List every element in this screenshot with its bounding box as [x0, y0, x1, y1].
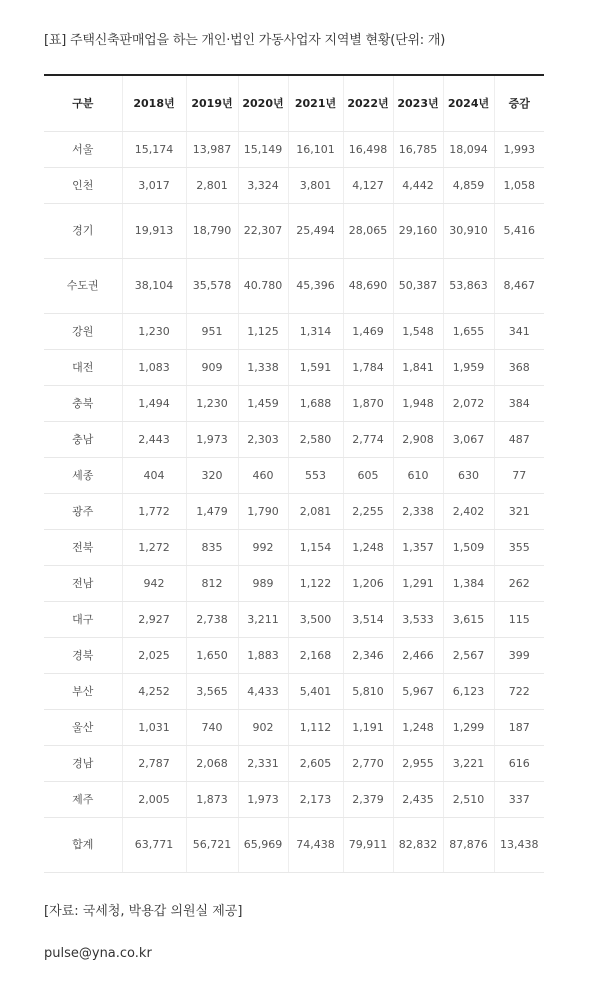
header-2018: 2018년 — [122, 76, 186, 132]
table-cell: 2,255 — [343, 494, 393, 530]
table-cell: 1,112 — [288, 710, 343, 746]
table-cell: 1,973 — [186, 422, 238, 458]
table-cell: 835 — [186, 530, 238, 566]
table-cell: 2,955 — [393, 746, 443, 782]
table-cell: 65,969 — [238, 818, 288, 873]
table-cell: 909 — [186, 350, 238, 386]
table-cell: 1,883 — [238, 638, 288, 674]
table-cell: 3,565 — [186, 674, 238, 710]
table-cell: 2,908 — [393, 422, 443, 458]
table-header-row — [44, 76, 544, 132]
table-row — [44, 168, 544, 204]
table-cell: 2,379 — [343, 782, 393, 818]
row-region-label: 부산 — [44, 674, 122, 710]
header-2022: 2022년 — [343, 76, 393, 132]
table-cell: 1,841 — [393, 350, 443, 386]
table-cell: 262 — [494, 566, 544, 602]
table-cell: 1,784 — [343, 350, 393, 386]
table-cell: 1,058 — [494, 168, 544, 204]
table-row — [44, 602, 544, 638]
table-cell: 2,303 — [238, 422, 288, 458]
table-cell: 2,168 — [288, 638, 343, 674]
table-cell: 1,973 — [238, 782, 288, 818]
table-cell: 2,346 — [343, 638, 393, 674]
table-cell: 22,307 — [238, 204, 288, 259]
table-cell: 337 — [494, 782, 544, 818]
table-cell: 4,127 — [343, 168, 393, 204]
header-2019: 2019년 — [186, 76, 238, 132]
table-row — [44, 566, 544, 602]
table-cell: 63,771 — [122, 818, 186, 873]
table-cell: 1,993 — [494, 132, 544, 168]
table-cell: 13,438 — [494, 818, 544, 873]
table-cell: 5,967 — [393, 674, 443, 710]
table-cell: 74,438 — [288, 818, 343, 873]
table-cell: 1,548 — [393, 314, 443, 350]
table-cell: 2,801 — [186, 168, 238, 204]
table-cell: 355 — [494, 530, 544, 566]
table-cell: 16,101 — [288, 132, 343, 168]
table-row — [44, 422, 544, 458]
table-cell: 18,094 — [443, 132, 494, 168]
table-row — [44, 638, 544, 674]
table-cell: 3,211 — [238, 602, 288, 638]
table-cell: 989 — [238, 566, 288, 602]
table-cell: 2,927 — [122, 602, 186, 638]
table-cell: 4,442 — [393, 168, 443, 204]
table-cell: 1,459 — [238, 386, 288, 422]
table-cell: 2,435 — [393, 782, 443, 818]
table-row — [44, 710, 544, 746]
table-cell: 5,416 — [494, 204, 544, 259]
table-cell: 1,083 — [122, 350, 186, 386]
table-row — [44, 314, 544, 350]
row-region-label: 전북 — [44, 530, 122, 566]
table-row — [44, 530, 544, 566]
table-cell: 38,104 — [122, 259, 186, 314]
row-region-label: 경북 — [44, 638, 122, 674]
table-cell: 2,338 — [393, 494, 443, 530]
table-cell: 3,221 — [443, 746, 494, 782]
table-cell: 2,567 — [443, 638, 494, 674]
header-2020: 2020년 — [238, 76, 288, 132]
table-cell: 2,605 — [288, 746, 343, 782]
table-cell: 1,248 — [393, 710, 443, 746]
table-cell: 553 — [288, 458, 343, 494]
table-cell: 15,174 — [122, 132, 186, 168]
table-cell: 1,248 — [343, 530, 393, 566]
table-cell: 487 — [494, 422, 544, 458]
table-row — [44, 132, 544, 168]
header-change: 증감 — [494, 76, 544, 132]
table-cell: 1,870 — [343, 386, 393, 422]
table-cell: 404 — [122, 458, 186, 494]
table-cell: 2,331 — [238, 746, 288, 782]
row-region-label: 경남 — [44, 746, 122, 782]
table-cell: 1,772 — [122, 494, 186, 530]
table-cell: 1,357 — [393, 530, 443, 566]
table-cell: 1,688 — [288, 386, 343, 422]
table-cell: 5,401 — [288, 674, 343, 710]
row-region-label: 합계 — [44, 818, 122, 873]
table-cell: 1,031 — [122, 710, 186, 746]
row-region-label: 충북 — [44, 386, 122, 422]
table-cell: 79,911 — [343, 818, 393, 873]
table-cell: 2,443 — [122, 422, 186, 458]
row-region-label: 울산 — [44, 710, 122, 746]
table-row — [44, 458, 544, 494]
data-table — [44, 76, 544, 873]
table-cell: 5,810 — [343, 674, 393, 710]
table-cell: 45,396 — [288, 259, 343, 314]
table-cell: 384 — [494, 386, 544, 422]
table-cell: 56,721 — [186, 818, 238, 873]
table-cell: 1,591 — [288, 350, 343, 386]
source-note: [자료: 국세청, 박용갑 의원실 제공] — [44, 904, 243, 919]
table-cell: 2,787 — [122, 746, 186, 782]
table-cell: 2,770 — [343, 746, 393, 782]
table-cell: 115 — [494, 602, 544, 638]
table-cell: 1,655 — [443, 314, 494, 350]
table-cell: 2,173 — [288, 782, 343, 818]
table-cell: 4,859 — [443, 168, 494, 204]
table-cell: 19,913 — [122, 204, 186, 259]
row-region-label: 대구 — [44, 602, 122, 638]
header-2023: 2023년 — [393, 76, 443, 132]
table-cell: 2,774 — [343, 422, 393, 458]
reporter-email: pulse@yna.co.kr — [44, 946, 152, 961]
table-cell: 3,500 — [288, 602, 343, 638]
table-cell: 1,948 — [393, 386, 443, 422]
table-cell: 2,072 — [443, 386, 494, 422]
table-cell: 4,252 — [122, 674, 186, 710]
table-cell: 29,160 — [393, 204, 443, 259]
table-cell: 1,873 — [186, 782, 238, 818]
table-cell: 740 — [186, 710, 238, 746]
table-row — [44, 494, 544, 530]
table-cell: 1,314 — [288, 314, 343, 350]
table-cell: 8,467 — [494, 259, 544, 314]
table-cell: 40.780 — [238, 259, 288, 314]
table-cell: 87,876 — [443, 818, 494, 873]
table-cell: 812 — [186, 566, 238, 602]
table-cell: 1,650 — [186, 638, 238, 674]
table-cell: 1,479 — [186, 494, 238, 530]
table-row — [44, 674, 544, 710]
table-cell: 605 — [343, 458, 393, 494]
table-cell: 3,801 — [288, 168, 343, 204]
table-cell: 399 — [494, 638, 544, 674]
table-title: [표] 주택신축판매업을 하는 개인·법인 가동사업자 지역별 현황(단위: 개) — [44, 33, 446, 48]
table-cell: 368 — [494, 350, 544, 386]
table-cell: 50,387 — [393, 259, 443, 314]
table-cell: 2,025 — [122, 638, 186, 674]
table-cell: 16,498 — [343, 132, 393, 168]
header-2021: 2021년 — [288, 76, 343, 132]
table-cell: 2,081 — [288, 494, 343, 530]
table-row — [44, 386, 544, 422]
table-cell: 3,533 — [393, 602, 443, 638]
table-cell: 35,578 — [186, 259, 238, 314]
table-row — [44, 204, 544, 259]
table-cell: 1,191 — [343, 710, 393, 746]
table-cell: 1,154 — [288, 530, 343, 566]
row-region-label: 서울 — [44, 132, 122, 168]
row-region-label: 광주 — [44, 494, 122, 530]
data-table-container — [44, 74, 544, 873]
table-cell: 3,017 — [122, 168, 186, 204]
table-cell: 30,910 — [443, 204, 494, 259]
table-cell: 2,068 — [186, 746, 238, 782]
table-cell: 1,291 — [393, 566, 443, 602]
table-cell: 1,790 — [238, 494, 288, 530]
table-cell: 1,230 — [122, 314, 186, 350]
table-cell: 1,494 — [122, 386, 186, 422]
table-cell: 1,469 — [343, 314, 393, 350]
table-cell: 1,299 — [443, 710, 494, 746]
row-region-label: 세종 — [44, 458, 122, 494]
table-row — [44, 782, 544, 818]
table-cell: 2,466 — [393, 638, 443, 674]
table-cell: 610 — [393, 458, 443, 494]
table-body — [44, 132, 544, 873]
table-cell: 48,690 — [343, 259, 393, 314]
table-row — [44, 746, 544, 782]
table-cell: 951 — [186, 314, 238, 350]
table-cell: 1,230 — [186, 386, 238, 422]
table-row — [44, 350, 544, 386]
row-region-label: 경기 — [44, 204, 122, 259]
table-cell: 992 — [238, 530, 288, 566]
table-cell: 1,272 — [122, 530, 186, 566]
table-cell: 3,324 — [238, 168, 288, 204]
table-cell: 4,433 — [238, 674, 288, 710]
table-cell: 902 — [238, 710, 288, 746]
table-cell: 460 — [238, 458, 288, 494]
table-cell: 2,005 — [122, 782, 186, 818]
row-region-label: 대전 — [44, 350, 122, 386]
table-cell: 2,738 — [186, 602, 238, 638]
row-region-label: 수도권 — [44, 259, 122, 314]
row-region-label: 강원 — [44, 314, 122, 350]
table-cell: 3,514 — [343, 602, 393, 638]
table-cell: 77 — [494, 458, 544, 494]
table-cell: 53,863 — [443, 259, 494, 314]
table-cell: 187 — [494, 710, 544, 746]
table-cell: 2,402 — [443, 494, 494, 530]
table-cell: 616 — [494, 746, 544, 782]
table-cell: 2,510 — [443, 782, 494, 818]
table-cell: 13,987 — [186, 132, 238, 168]
row-region-label: 제주 — [44, 782, 122, 818]
header-2024: 2024년 — [443, 76, 494, 132]
table-cell: 25,494 — [288, 204, 343, 259]
table-cell: 1,206 — [343, 566, 393, 602]
table-row — [44, 259, 544, 314]
row-region-label: 충남 — [44, 422, 122, 458]
table-cell: 1,384 — [443, 566, 494, 602]
table-cell: 1,125 — [238, 314, 288, 350]
table-cell: 1,338 — [238, 350, 288, 386]
row-region-label: 전남 — [44, 566, 122, 602]
table-cell: 722 — [494, 674, 544, 710]
table-cell: 630 — [443, 458, 494, 494]
table-cell: 1,509 — [443, 530, 494, 566]
table-cell: 15,149 — [238, 132, 288, 168]
row-region-label: 인천 — [44, 168, 122, 204]
table-cell: 321 — [494, 494, 544, 530]
table-cell: 3,067 — [443, 422, 494, 458]
table-cell: 341 — [494, 314, 544, 350]
table-cell: 3,615 — [443, 602, 494, 638]
table-cell: 2,580 — [288, 422, 343, 458]
table-cell: 1,959 — [443, 350, 494, 386]
table-cell: 6,123 — [443, 674, 494, 710]
table-cell: 16,785 — [393, 132, 443, 168]
table-cell: 82,832 — [393, 818, 443, 873]
table-cell: 18,790 — [186, 204, 238, 259]
table-cell: 28,065 — [343, 204, 393, 259]
table-row — [44, 818, 544, 873]
table-cell: 942 — [122, 566, 186, 602]
header-region: 구분 — [44, 76, 122, 132]
table-cell: 1,122 — [288, 566, 343, 602]
table-cell: 320 — [186, 458, 238, 494]
